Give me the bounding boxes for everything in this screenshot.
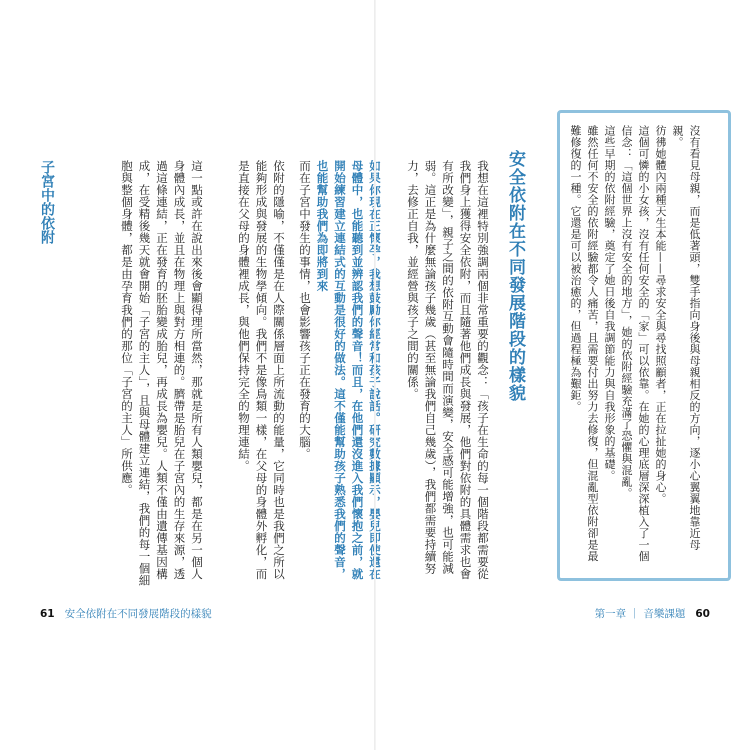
right-body-paragraph: 我想在這裡特別強調兩個非常重要的觀念：「孩子在生命的每一個階段都需要從我們身上獲得安全依附，而且隨著他們成長與發展，他們對依附的具體需求也會有所改變」，親子之間的依附互動會隨時間而演變，安全感可能增強，也可能減弱。這正是為什麼無論孩子幾歲（甚至無論我們自己幾歲），我們都需要持續努力，去修正自我，並經營與孩子之間的關係。 <box>406 160 490 580</box>
left-paragraph-1: 這一點或許在說出來後會顯得理所當然，那就是所有人類嬰兒，都是在另一個人身體內成長，並且在物理上與對方相連的。臍帶是胎兒在子宮內的生存來源，透過這條連結，正在發育的胚胎變成胎兒，再成長為嬰兒。人類不僅由遺傳基因構成，在受精後幾天就會開始「子宮的主人」，且與母體建立連結，我們的每一個細胞與整個身體，都是由孕育我們的那位「子宮的主人」所供應。 <box>120 160 204 587</box>
box-paragraph-2: 彷彿她體內兩種天生本能——尋求安全與尋找照顧者，正在拉扯她的身心。 <box>654 125 667 505</box>
left-running-title: 安全依附在不同發展階段的樣貌 <box>64 608 212 620</box>
right-page <box>375 0 750 750</box>
box-paragraph-3: 這個可憐的小女孩，沒有任何安全的「家」可以依靠。在她的心理底層深深植入了一個信念：「這個世界上沒有安全的地方」，她的依附經驗充滿了恐懼與混亂。 <box>620 125 650 562</box>
callout-box <box>557 110 731 581</box>
left-page-number: 61 <box>40 608 55 620</box>
left-subheading: 子宮中的依附 <box>39 160 55 244</box>
left-paragraph-2: 依附的隱喻，不僅僅是在人際關係層面上所流動的能量，它同時也是我們之所以能夠形成與發展的生物學傾向。我們不是像鳥類一樣，在父母的身體外孵化，而是直接在父母的身體裡成長，與他們保持完全的物理連結。 <box>237 160 286 580</box>
left-folio <box>40 606 212 621</box>
section-heading: 安全依附在不同發展階段的樣貌 <box>505 150 525 402</box>
right-running-title: 第一章 ｜ 音樂課題 <box>594 608 686 620</box>
left-highlight-paragraph: 母體中，也能聽到並辨認我們的聲音！而且，在他們還沒進入我們懷抱之前，就開始練習建立連結式的互動是很好的做法。這不僅能幫助孩子熟悉我們的聲音，也能幫助我們為即將到來 <box>315 160 365 580</box>
box-paragraph-4: 這些早期的依附經驗，奠定了她日後自我調節能力與自我形象的基礎。 <box>603 125 616 482</box>
left-paragraph-3: 而在子宮中發生的事情，也會影響孩子正在發育的大腦。 <box>298 160 312 460</box>
right-page-number: 60 <box>695 608 710 620</box>
box-paragraph-5: 雖然任何不安全的依附經驗都令人痛苦，且需要付出努力去修復，但混亂型依附卻是最難修復的一種。它還是可以被治癒的，但過程極為艱鉅。 <box>569 125 599 562</box>
right-folio <box>595 606 710 621</box>
box-paragraph-1: 沒有看見母親，而是低著頭，雙手指向身後與母親相反的方向，逐小心翼翼地靠近母親。 <box>671 125 701 551</box>
box-text <box>570 125 720 565</box>
